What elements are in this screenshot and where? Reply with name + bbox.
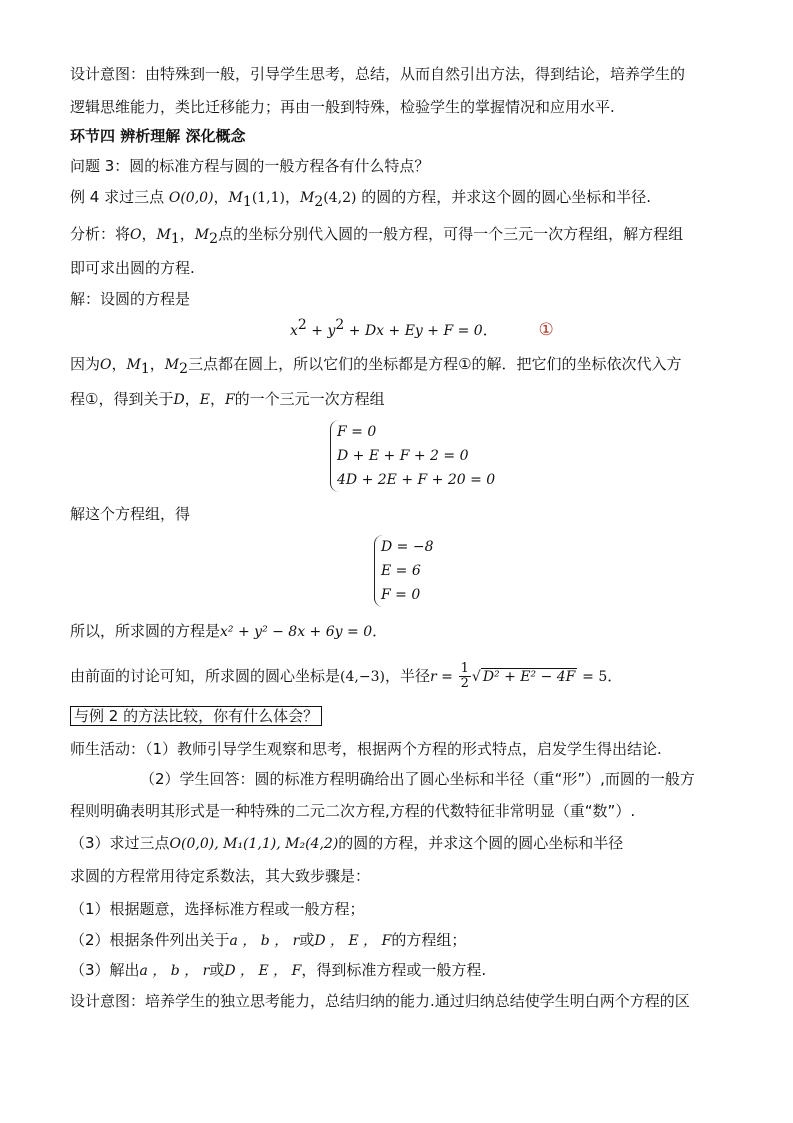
equation-marker-1: ① [538,320,554,340]
step-2: （2）根据条件列出关于a ， b ， r或D ， E ， F的方程组； [70,931,467,949]
analysis-line-1: 分析：将O，$M_1$，$M_2$点的坐标分别代入圆的一般方程，可得一个三元一次方程组，解方程组 [70,225,684,247]
because-line-2: 程①，得到关于D，E，F的一个三元一次方程组 [70,390,385,408]
system1-row: 4D + 2E + F + 20 = 0 [337,472,496,488]
method-intro: 求圆的方程常用待定系数法，其大致步骤是： [70,867,371,885]
activity-3: （3）求过三点O(0,0), M₁(1,1), M₂(4,2)的圆的方程，并求这个圆的圆心坐标和半径 [70,834,624,852]
result-line: 所以，所求圆的方程是x² + y² − 8x + 6y = 0． [70,622,388,640]
equation-system-1 [330,420,495,492]
example-4: 例 4 求过三点 O(0,0)，$M_1(1,1)$，$M_2(4,2)$ 的圆的方程，并求这个圆的圆心坐标和半径. [70,188,652,210]
activity-1: 师生活动：（1）教师引导学生观察和思考，根据两个方程的形式特点，启发学生得出结论. [70,740,662,758]
center-radius-line: 由前面的讨论可知，所求圆的圆心坐标是(4,−3)，半径r = $\frac{1}{2}$ √ D² + E² − 4F = 5． [70,661,623,691]
system1-row: F = 0 [337,424,377,440]
solve-text: 解这个方程组，得 [70,505,191,523]
activity-2-line-1: （2）学生回答：圆的标准方程明确给出了圆心坐标和半径（重“形”）,而圆的一般方 [140,770,695,788]
system2-row: F = 0 [381,587,421,603]
general-equation: $x^2 + y^2 + Dx + Ey + F = 0$． ① [290,317,554,340]
radical: D² + E² − 4F [482,669,576,685]
equation-system-2 [374,535,434,607]
question-3: 问题 3：圆的标准方程与圆的一般方程各有什么特点？ [70,157,430,175]
section-heading: 环节四 辨析理解 深化概念 [70,127,246,145]
system2-row: E = 6 [381,563,421,579]
step-3: （3）解出a ， b ， r或D ， E ， F，得到标准方程或一般方程. [70,961,487,979]
design-intent-2: 设计意图：培养学生的独立思考能力，总结归纳的能力.通过归纳总结使学生明白两个方程的区 [70,992,690,1010]
because-line-1: 因为O，$M_1$，$M_2$三点都在圆上，所以它们的坐标都是方程①的解．把它们的坐标依次代入方 [70,355,682,377]
design-intent-line-2: 逻辑思维能力，类比迁移能力；再由一般到特殊，检验学生的掌握情况和应用水平. [70,98,615,116]
analysis-line-2: 即可求出圆的方程. [70,259,195,277]
activity-2-line-2: 程则明确表明其形式是一种特殊的二元二次方程,方程的代数特征非常明显（重“数”）. [70,802,636,820]
one-half-fraction: $\frac{1}{2}$ [460,661,469,691]
system2-row: D = −8 [381,539,434,555]
system1-row: D + E + F + 2 = 0 [337,448,469,464]
design-intent-line-1: 设计意图：由特殊到一般，引导学生思考，总结，从而自然引出方法，得到结论，培养学生的 [70,65,686,83]
solution-intro: 解：设圆的方程是 [70,290,191,308]
step-1: （1）根据题意，选择标准方程或一般方程； [70,900,365,918]
boxed-prompt: 与例 2 的方法比较，你有什么体会？ [70,706,322,726]
